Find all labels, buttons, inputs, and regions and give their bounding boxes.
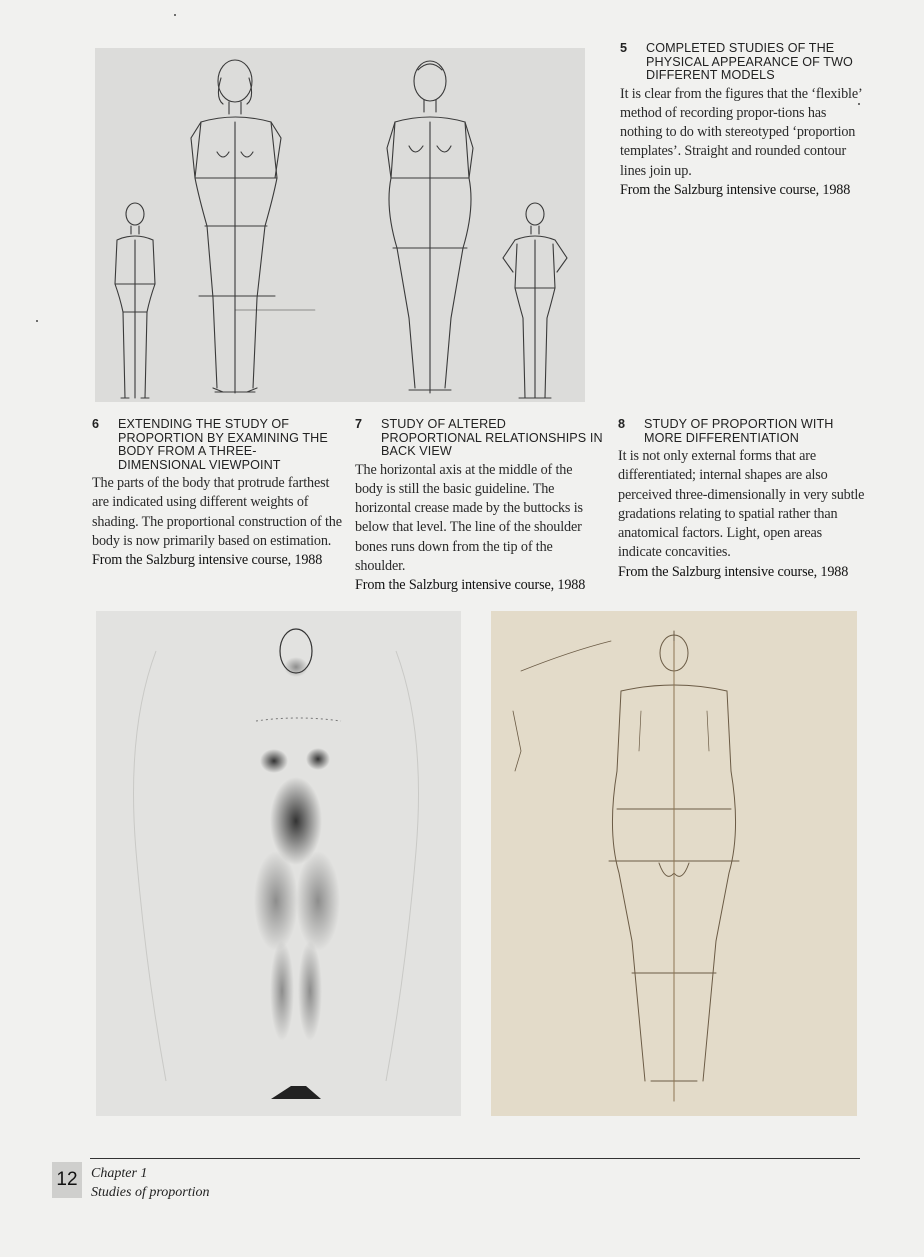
chapter-title: Chapter 1	[91, 1166, 148, 1181]
caption-5-number: 5	[620, 41, 628, 55]
caption-8-body: It is not only external forms that are differentiated; internal shapes are also perceived three-dimensionally in very subtle gradations relating to spatial rather than anatomical factors. Light, open areas indicate concavities.	[618, 448, 865, 561]
caption-7-body: The horizontal axis at the middle of the body is still the basic guideline. The horizontal crease made by the buttocks is below that level. The line of the shoulder bones runs down from the tip of the shoulder.	[355, 461, 583, 574]
chapter-label	[91, 1164, 210, 1202]
caption-6	[92, 418, 342, 570]
caption-6-body: The parts of the body that protrude farthest are indicated using different weights of shading. The proportional construction of the body is now primarily based on estimation.	[92, 475, 342, 549]
paper-speck	[36, 320, 38, 322]
caption-7-heading-text: STUDY OF ALTERED PROPORTIONAL RELATIONSHIPS IN BACK VIEW	[381, 417, 603, 458]
figure-8-back-view-drawing	[491, 611, 857, 1116]
small-figure-right	[503, 203, 567, 398]
figure-5-proportion-sketches	[95, 48, 585, 402]
tall-figure-1	[191, 60, 281, 393]
caption-5-heading-text: COMPLETED STUDIES OF THE PHYSICAL APPEARANCE OF TWO DIFFERENT MODELS	[646, 41, 853, 82]
paper-speck	[858, 103, 860, 105]
caption-7	[355, 418, 603, 596]
figure-6-shaded-figure	[96, 611, 461, 1116]
caption-8-credit: From the Salzburg intensive course, 1988	[618, 563, 849, 580]
caption-7-credit: From the Salzburg intensive course, 1988	[355, 577, 586, 594]
paper-speck	[174, 14, 176, 16]
caption-6-heading-text: EXTENDING THE STUDY OF PROPORTION BY EXAMINING THE BODY FROM A THREE-DIMENSIONAL VIEWPOINT	[118, 417, 328, 472]
caption-6-heading	[92, 418, 342, 472]
caption-5-heading	[620, 42, 865, 83]
chapter-section: Studies of proportion	[91, 1185, 210, 1200]
caption-8-heading-text: STUDY OF PROPORTION WITH MORE DIFFERENTIATION	[644, 417, 834, 445]
caption-5-body: It is clear from the figures that the ‘flexible’ method of recording propor-tions has nothing to do with stereotyped ‘proportion templates’. Straight and rounded contour lines join up.	[620, 85, 862, 179]
caption-8-heading	[618, 418, 868, 445]
figure-6-drawing	[96, 611, 461, 1116]
caption-5-credit: From the Salzburg intensive course, 1988	[620, 181, 851, 198]
caption-8-number: 8	[618, 417, 626, 431]
tall-figure-2	[387, 61, 473, 393]
small-figure-left	[115, 203, 155, 398]
caption-6-number: 6	[92, 417, 100, 431]
footer-rule	[90, 1158, 860, 1159]
caption-5	[620, 42, 865, 200]
figure-8-drawing	[491, 611, 857, 1116]
caption-7-number: 7	[355, 417, 363, 431]
caption-7-heading	[355, 418, 603, 459]
page-number: 12	[52, 1162, 82, 1198]
figure-5-drawing	[95, 48, 585, 402]
caption-8	[618, 418, 868, 582]
caption-6-credit: From the Salzburg intensive course, 1988	[92, 552, 323, 569]
